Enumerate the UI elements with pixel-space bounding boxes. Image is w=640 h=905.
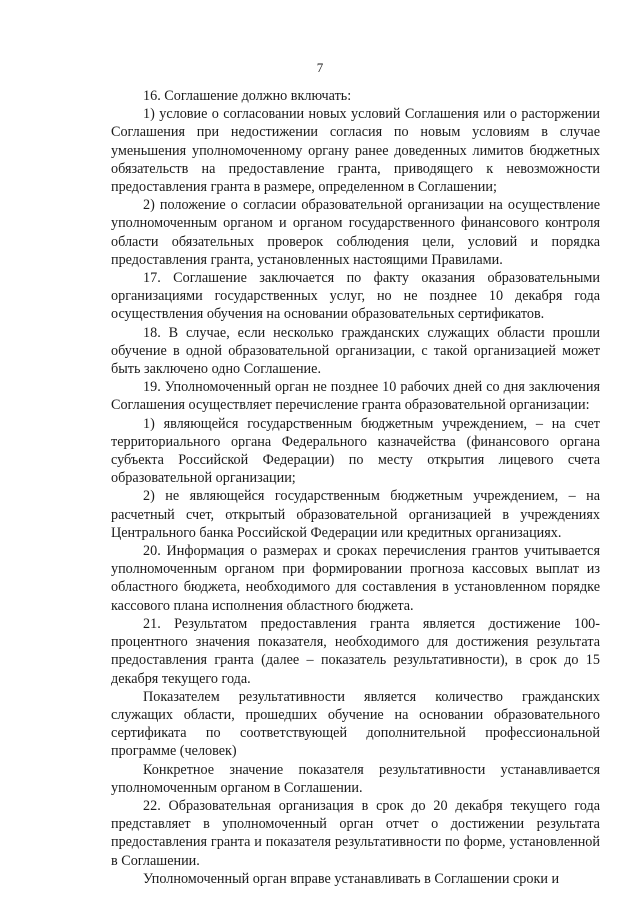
document-body [111,87,600,888]
paragraph-16-item-2: 2) положение о согласии образовательной организации на осуществление уполномоченным органом и органом государственного финансового контроля области обязательных проверок соблюдения цели, условий и порядка предоставления гранта, установленных настоящими Правилами. [111,197,600,268]
paragraph-22-terms: Уполномоченный орган вправе устанавливать в Соглашении сроки и [143,870,560,887]
paragraph-21-value: Конкретное значение показателя результативности устанавливается уполномоченным органом в Соглашении. [111,761,600,796]
paragraph-19: 19. Уполномоченный орган не позднее 10 рабочих дней со дня заключения Соглашения осуществляет перечисление гранта образовательной организации: [111,379,600,414]
paragraph-20: 20. Информация о размерах и сроках перечисления грантов учитывается уполномоченным органом при формировании прогноза кассовых выплат из областного бюджета, необходимого для составления в установленном порядке кассового плана исполнения областного бюджета. [111,543,600,614]
paragraph-16: 16. Соглашение должно включать: [143,88,352,104]
paragraph-21-indicator: Показателем результативности является количество гражданских служащих области, прошедших обучение на основании образовательного сертификата по соответствующей дополнительной профессиональной программе (человек) [111,688,600,760]
paragraph-22: 22. Образовательная организация в срок до 20 декабря текущего года представляет в уполномоченный орган отчет о достижении результата предоставления гранта и показателя результативности по форме, установленной в Соглашении. [111,797,600,869]
paragraph-17: 17. Соглашение заключается по факту оказания образовательными организациями государственных услуг, но не позднее 10 декабря года осуществления обучения на основании образовательных сертификатов. [111,270,600,323]
page-number: 7 [316,60,324,75]
paragraph-21: 21. Результатом предоставления гранта является достижение 100-процентного значения показателя, необходимого для достижения результата предоставления гранта (далее – показатель результативности), в срок до 15 декабря текущего года. [111,615,600,687]
paragraph-16-item-1: 1) условие о согласовании новых условий Соглашения или о расторжении Соглашения при недостижении согласия по новым условиям в случае уменьшения уполномоченному органу ранее доведенных лимитов бюджетных обязательств на предоставление гранта, приводящего к невозможности предоставления гранта в размере, определенном в Соглашении; [111,106,600,196]
paragraph-19-item-2: 2) не являющейся государственным бюджетным учреждением, – на расчетный счет, открытый образовательной организацией в учреждениях Центрального банка Российской Федерации или кредитных организациях. [111,488,600,541]
paragraph-18: 18. В случае, если несколько гражданских служащих области прошли обучение в одной образовательной организации, с такой организацией может быть заключено одно Соглашение. [111,324,600,378]
paragraph-19-item-1: 1) являющейся государственным бюджетным учреждением, – на счет территориального органа Федерального казначейства (финансового органа субъекта Российской Федерации) по месту открытия лицевого счета образовательной организации; [111,415,600,487]
